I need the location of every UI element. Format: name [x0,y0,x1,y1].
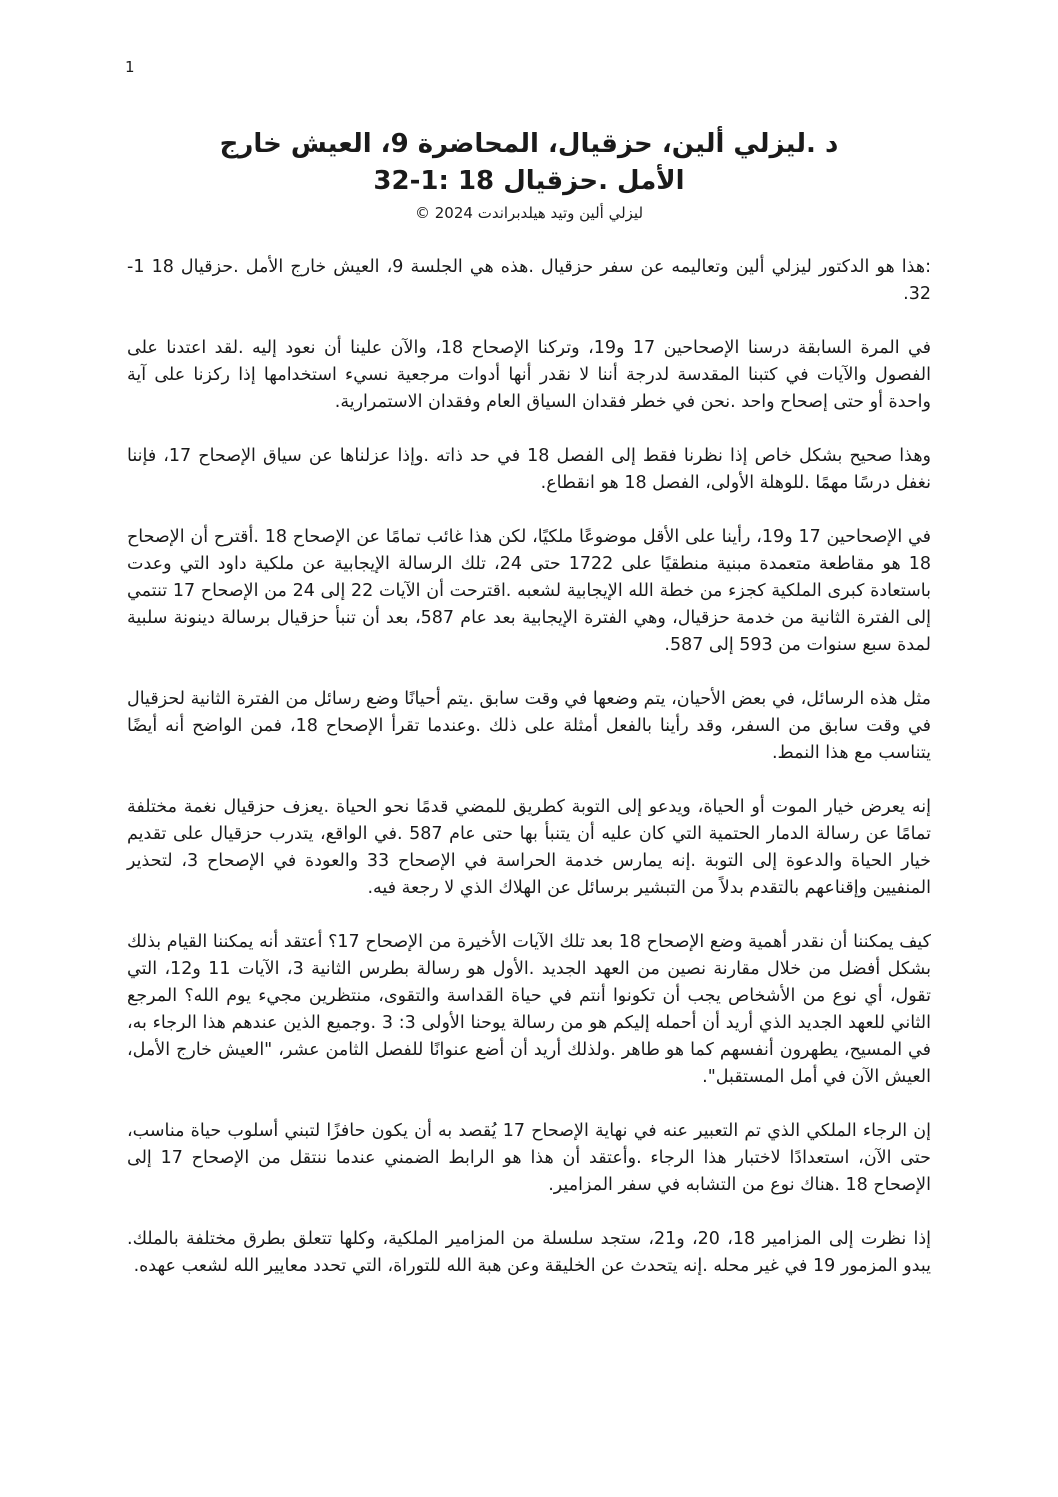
paragraph-life-death-choice: إنه يعرض خيار الموت أو الحياة، ويدعو إلى التوبة كطريق للمضي قدمًا نحو الحياة .يعزف حزقيال نغمة مختلفة تمامًا عن رسالة الدمار الحتمية التي كان عليه أن يتنبأ بها حتى عام 587 .في الواقع، يتدرب حزقيال على تقديم خيار الحياة والدعوة إلى التوبة .إنه يمارس خدمة الحراسة في الإصحاح 33 والعودة في الإصحاح 3، لتحذير المنفيين وإقناعهم بالتقدم بدلاً من التبشير برسائل عن الهلاك الذي لا رجعة فيه. [127,796,932,898]
paragraph-chapters-17-19: في الإصحاحين 17 و19، رأينا على الأقل موضوعًا ملكيًا، لكن هذا غائب تمامًا عن الإصحاح 18 .أقترح أن الإصحاح 18 هو مقاطعة متعمدة مبنية منطقيًا على 1722 حتى 24، تلك الرسالة الإيجابية عن ملكية داود التي وعدت باستعادة كبرى الملكية كجزء من خطة الله الإيجابية لشعبه .اقترحت أن الآيات 22 إلى 24 من الإصحاح 17 تنتمي إلى الفترة الثانية من خدمة حزقيال، وهي الفترة الإيجابية بعد عام 587، بعد أن تنبأ حزقيال برسالة دينونة سلبية لمدة سبع سنوات من 593 إلى 587. [127,526,932,655]
paragraph-messages-placement: مثل هذه الرسائل، في بعض الأحيان، يتم وضعها في وقت سابق .يتم أحيانًا وضع رسائل من الفترة الثانية لحزقيال في وقت سابق من السفر، وقد رأينا بالفعل أمثلة على ذلك .وعندما تقرأ الإصحاح 18، فمن الواضح أنه أيضًا يتناسب مع هذا النمط. [127,688,931,763]
document-title-line-1: د .ليزلي ألين، حزقيال، المحاضرة 9، العيش خارج [219,129,839,159]
document-content [127,126,931,1307]
paragraph-new-testament-comparison: كيف يمكننا أن نقدر أهمية وضع الإصحاح 18 بعد تلك الآيات الأخيرة من الإصحاح 17؟ أعتقد أنه يمكننا القيام بذلك بشكل أفضل من خلال مقارنة نصين من العهد الجديد .الأول هو رسالة بطرس الثانية 3، الآيات 11 و12، التي تقول، أي نوع من الأشخاص يجب أن تكونوا أنتم في حياة القداسة والتقوى، منتظرين مجيء يوم الله؟ المرجع الثاني للعهد الجديد الذي أريد أن أحمله إليكم هو من رسالة يوحنا الأولى 3: 3 .وجميع الذين عندهم هذا الرجاء به، في المسيح، يطهرون أنفسهم كما هو طاهر .ولذلك أريد أن أضع عنوانًا للفصل الثامن عشر، "العيش خارج الأمل، العيش الآن في أمل المستقبل". [127,931,932,1087]
copyright-line: ليزلي ألين وتيد هيلدبراندت 2024 © [414,203,644,222]
paragraph-psalms-parallel: إذا نظرت إلى المزامير 18، 20، و21، ستجد سلسلة من المزامير الملكية، وكلها تتعلق بطرق مختلفة بالملك. يبدو المزمور 19 في غير محله .إنه يتحدث عن الخليقة وعن هبة الله للتوراة، التي تحدد معايير الله لشعب عهده. [127,1228,932,1276]
page-number: 1 [125,58,135,76]
paragraph-chapter-18-isolation: وهذا صحيح بشكل خاص إذا نظرنا فقط إلى الفصل 18 في حد ذاته .وإذا عزلناها عن سياق الإصحاح 17، فإننا نغفل درسًا مهمًا .للوهلة الأولى، الفصل 18 هو انقطاع. [127,445,931,493]
paragraph-royal-hope: إن الرجاء الملكي الذي تم التعبير عنه في نهاية الإصحاح 17 يُقصد به أن يكون حافزًا لتبني أسلوب حياة مناسب، حتى الآن، استعدادًا لاختبار هذا الرجاء .وأعتقد أن هذا هو الرابط الضمني عندما ننتقل من الإصحاح 17 إلى الإصحاح 18 .هناك نوع من التشابه في سفر المزامير. [127,1120,931,1195]
paragraph-intro: :هذا هو الدكتور ليزلي ألين وتعاليمه عن سفر حزقيال .هذه هي الجلسة 9، العيش خارج الأمل .حزقيال 18 1-32. [127,256,931,304]
document-title [127,126,931,200]
document-title-line-2: الأمل .حزقيال 18 :1-32 [373,165,685,196]
paragraph-previous-session: في المرة السابقة درسنا الإصحاحين 17 و19، وتركنا الإصحاح 18، والآن علينا أن نعود إليه .لقد اعتدنا على الفصول والآيات في كتبنا المقدسة لدرجة أننا لا نقدر أنها أدوات مرجعية نسيء استخدامها إذا ركزنا على آية واحدة أو حتى إصحاح واحد .نحن في خطر فقدان السياق العام وفقدان الاستمرارية. [127,337,932,412]
